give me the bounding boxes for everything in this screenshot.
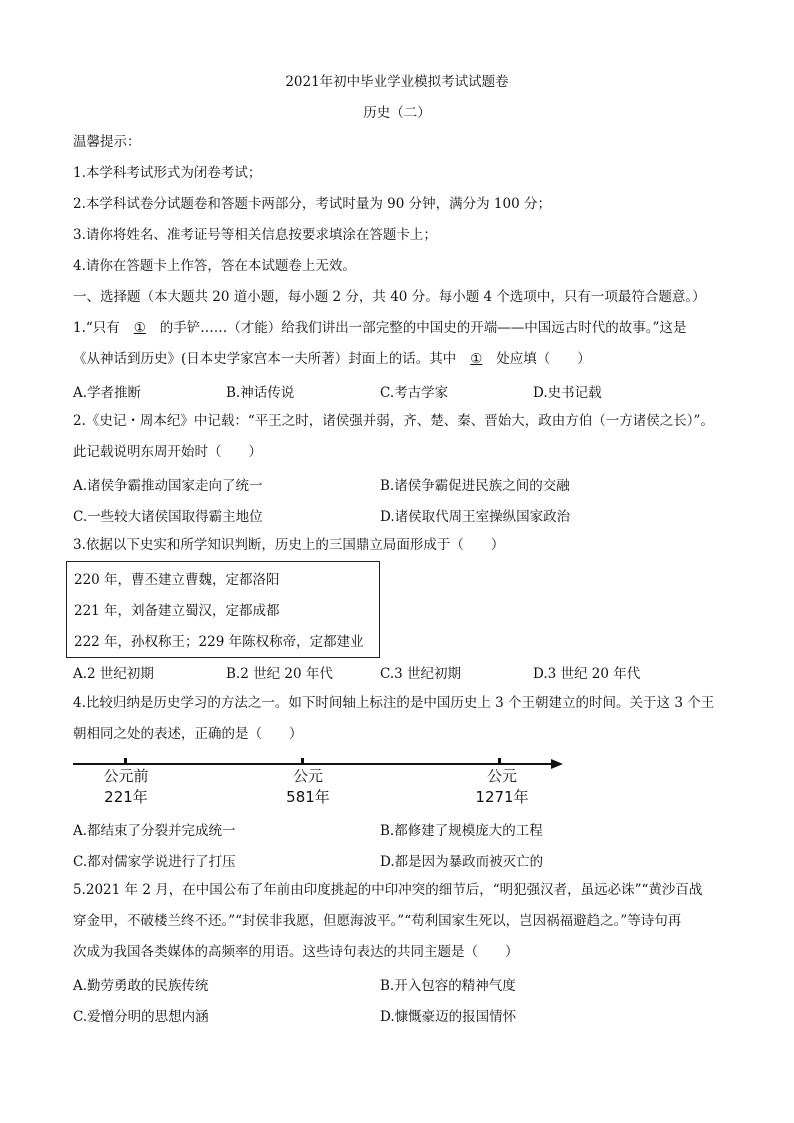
question-1-line	[73, 350, 591, 368]
question-2-line: 此记载说明东周开始时（ ）	[73, 444, 262, 460]
timeline-label	[76, 766, 176, 808]
q1-text-b: 的手铲……（才能）给我们讲出一部完整的中国史的开端——中国远古时代的故事。”这是	[159, 320, 687, 336]
option-c[interactable]: C.爱憎分明的思想内涵	[73, 1009, 209, 1025]
q1-blank: ①	[470, 351, 483, 367]
timeline-label-bottom: 221年	[104, 788, 148, 806]
q1-blank: ①	[133, 320, 146, 336]
option-a[interactable]: A.都结束了分裂并完成统一	[73, 823, 236, 839]
q1-text-d: 处应填（ ）	[496, 351, 591, 367]
question-2-line: 2.《史记・周本纪》中记载：“平王之时，诸侯强并弱，齐、楚、秦、晋始大，政由方伯（一方诸侯之长）”。	[73, 413, 714, 429]
option-b[interactable]: B.诸侯争霸促进民族之间的交融	[380, 478, 570, 494]
option-b[interactable]: B.开入包容的精神气度	[380, 978, 516, 994]
timeline-label-bottom: 1271年	[475, 788, 529, 806]
exam-subtitle: 历史（二）	[363, 105, 431, 121]
source-row: 220 年，曹丕建立曹魏，定都洛阳	[74, 572, 280, 588]
source-box	[66, 561, 380, 658]
option-d[interactable]: D.都是因为暴政而被灭亡的	[380, 854, 544, 870]
source-row: 221 年，刘备建立蜀汉，定都成都	[74, 603, 280, 619]
timeline-label-top: 公元	[292, 767, 323, 785]
exam-title: 2021年初中毕业学业模拟考试试题卷	[285, 74, 509, 90]
notice-item: 1.本学科考试形式为闭卷考试；	[73, 165, 262, 181]
question-4-line: 4.比较归纳是历史学习的方法之一。如下时间轴上标注的是中国历史上 3 个王朝建立的时间。关于这 3 个王	[73, 695, 715, 711]
question-3-stem: 3.依据以下史实和所学知识判断，历史上的三国鼎立局面形成于（ ）	[73, 537, 505, 553]
option-c[interactable]: C.都对儒家学说进行了打压	[73, 854, 236, 870]
timeline-arrow	[551, 759, 563, 769]
timeline-label-bottom: 581年	[286, 788, 330, 806]
option-a[interactable]: A.勤劳勇敢的民族传统	[73, 978, 209, 994]
timeline-tick	[498, 758, 501, 765]
option-b[interactable]: B.2 世纪 20 年代	[226, 666, 333, 682]
question-5-line: 次成为我国各类媒体的高频率的用语。这些诗句表达的共同主题是（ ）	[73, 944, 519, 960]
option-d[interactable]: D.诸侯取代周王室操纵国家政治	[380, 509, 571, 525]
notice-item: 3.请你将姓名、准考证号等相关信息按要求填涂在答题卡上；	[73, 227, 437, 243]
option-d[interactable]: D.慷慨豪迈的报国情怀	[380, 1009, 517, 1025]
option-a[interactable]: A.2 世纪初期	[73, 666, 154, 682]
timeline-tick	[301, 758, 304, 765]
question-5-line: 穿金甲，不破楼兰终不还。”“封侯非我愿，但愿海波平。”“苟利国家生死以，岂因祸福避趋之。”等诗句再	[73, 913, 682, 929]
option-a[interactable]: A.诸侯争霸推动国家走向了统一	[73, 478, 263, 494]
option-b[interactable]: B.都修建了规模庞大的工程	[380, 823, 543, 839]
question-4-line: 朝相同之处的表述，正确的是（ ）	[73, 726, 303, 742]
option-d[interactable]: D.史书记载	[533, 385, 602, 401]
option-c[interactable]: C.一些较大诸侯国取得霸主地位	[73, 509, 263, 525]
notice-item: 4.请你在答题卡上作答，答在本试题卷上无效。	[73, 258, 356, 274]
option-b[interactable]: B.神话传说	[226, 385, 295, 401]
timeline-label-top: 公元	[486, 767, 517, 785]
notice-heading: 温馨提示：	[73, 134, 141, 150]
option-d[interactable]: D.3 世纪 20 年代	[533, 666, 641, 682]
timeline-label	[258, 766, 358, 808]
question-1-line	[73, 319, 686, 337]
source-row: 222 年，孙权称王；229 年陈权称帝，定都建业	[74, 634, 364, 650]
timeline-label-top: 公元前	[103, 767, 149, 785]
option-c[interactable]: C.3 世纪初期	[380, 666, 462, 682]
q1-text-c: 《从神话到历史》(日本史学家宫本一夫所著）封面上的话。其中	[73, 351, 457, 367]
option-c[interactable]: C.考古学家	[380, 385, 449, 401]
option-a[interactable]: A.学者推断	[73, 385, 142, 401]
section-heading: 一、选择题（本大题共 20 道小题，每小题 2 分，共 40 分。每小题 4 个选项中，只有一项最符合题意。）	[73, 289, 706, 305]
timeline-tick	[124, 758, 127, 765]
question-5-line: 5.2021 年 2 月，在中国公布了年前由印度挑起的中印冲突的细节后，“明犯强汉者，虽远必诛”“黄沙百战	[73, 882, 703, 898]
timeline-label	[452, 766, 552, 808]
q1-text-a: 1.“只有	[73, 320, 120, 336]
notice-item: 2.本学科试卷分试题卷和答题卡两部分，考试时量为 90 分钟，满分为 100 分；	[73, 196, 551, 212]
